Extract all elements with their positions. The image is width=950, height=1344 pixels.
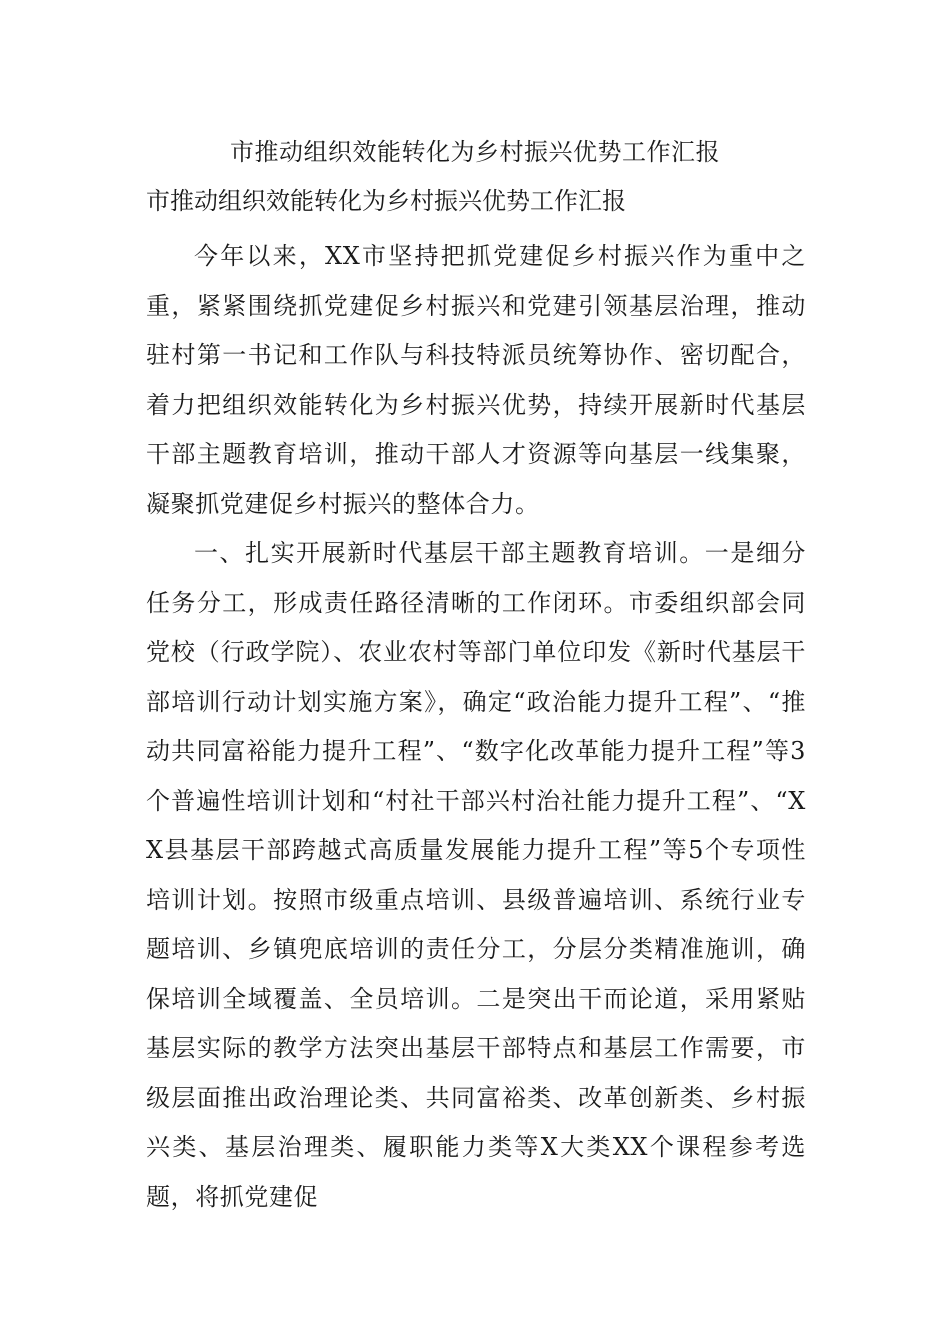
- document-body: [146, 232, 806, 1222]
- document-title: 市推动组织效能转化为乡村振兴优势工作汇报: [230, 138, 720, 166]
- paragraph-intro: 今年以来，XX市坚持把抓党建促乡村振兴作为重中之重，紧紧围绕抓党建促乡村振兴和党建引领基层治理，推动驻村第一书记和工作队与科技特派员统筹协作、密切配合，着力把组织效能转化为乡村振兴优势，持续开展新时代基层干部主题教育培训，推动干部人才资源等向基层一线集聚，凝聚抓党建促乡村振兴的整体合力。: [146, 242, 806, 518]
- document-subtitle: 市推动组织效能转化为乡村振兴优势工作汇报: [146, 187, 626, 215]
- paragraph-section-one: 一、扎实开展新时代基层干部主题教育培训。一是细分任务分工，形成责任路径清晰的工作闭环。市委组织部会同党校（行政学院）、农业农村等部门单位印发《新时代基层干部培训行动计划实施方案》，确定“政治能力提升工程”、“推动共同富裕能力提升工程”、“数字化改革能力提升工程”等3个普遍性培训计划和“村社干部兴村治社能力提升工程”、“XX县基层干部跨越式高质量发展能力提升工程”等5个专项性培训计划。按照市级重点培训、县级普遍培训、系统行业专题培训、乡镇兜底培训的责任分工，分层分类精准施训，确保培训全域覆盖、全员培训。二是突出干而论道，采用紧贴基层实际的教学方法突出基层干部特点和基层工作需要，市级层面推出政治理论类、共同富裕类、改革创新类、乡村振兴类、基层治理类、履职能力类等X大类XX个课程参考选题，将抓党建促: [146, 539, 806, 1211]
